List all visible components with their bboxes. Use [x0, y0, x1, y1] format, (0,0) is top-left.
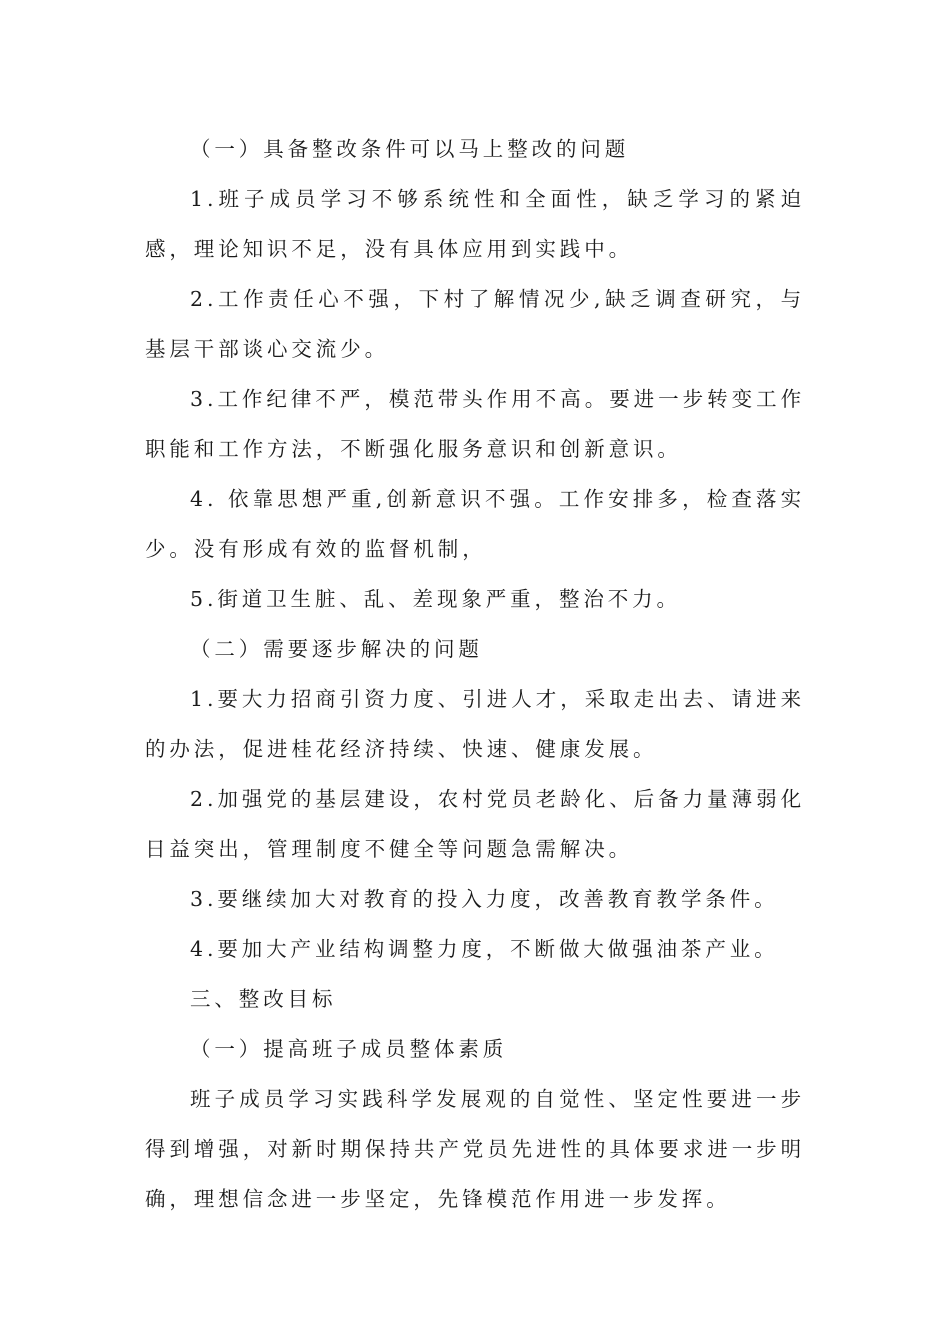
paragraph-item-3: 3.工作纪律不严，模范带头作用不高。要进一步转变工作职能和工作方法，不断强化服务意识和创新意识。 [145, 387, 805, 461]
subsection-heading-team-quality: （一）提高班子成员整体素质 [190, 1037, 508, 1061]
section-heading-gradual-issues: （二）需要逐步解决的问题 [190, 637, 483, 661]
paragraph-item-1: 1.班子成员学习不够系统性和全面性，缺乏学习的紧迫感，理论知识不足，没有具体应用到实践中。 [145, 187, 805, 261]
section-heading-immediate-issues: （一）具备整改条件可以马上整改的问题 [190, 137, 630, 161]
section-heading-goals: 三、整改目标 [190, 987, 337, 1011]
paragraph-gradual-2: 2.加强党的基层建设，农村党员老龄化、后备力量薄弱化日益突出，管理制度不健全等问题急需解决。 [145, 787, 805, 861]
paragraph-item-5: 5.街道卫生脏、乱、差现象严重，整治不力。 [190, 587, 681, 611]
paragraph-item-2: 2.工作责任心不强，下村了解情况少,缺乏调查研究，与基层干部谈心交流少。 [145, 287, 805, 361]
paragraph-gradual-3: 3.要继续加大对教育的投入力度，改善教育教学条件。 [190, 887, 779, 911]
paragraph-gradual-4: 4.要加大产业结构调整力度，不断做大做强油茶产业。 [190, 937, 779, 961]
paragraph-gradual-1: 1.要大力招商引资力度、引进人才，采取走出去、请进来的办法，促进桂花经济持续、快速、健康发展。 [145, 687, 805, 761]
document-body [145, 124, 805, 1224]
paragraph-item-4: 4. 依靠思想严重,创新意识不强。工作安排多，检查落实少。没有形成有效的监督机制， [145, 487, 805, 561]
paragraph-team-quality: 班子成员学习实践科学发展观的自觉性、坚定性要进一步得到增强，对新时期保持共产党员先进性的具体要求进一步明确，理想信念进一步坚定，先锋模范作用进一步发挥。 [145, 1087, 805, 1211]
